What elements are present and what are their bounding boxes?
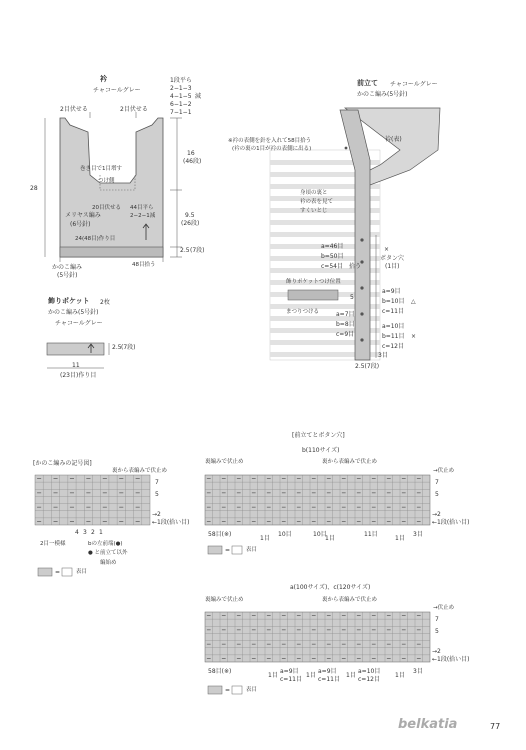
band-ac-bottom-10: 1目 bbox=[395, 672, 405, 679]
front-mark-x-2: × bbox=[411, 333, 417, 340]
collar-dim-25: 2.5 bbox=[180, 247, 190, 254]
collar-title: 衿 bbox=[100, 75, 107, 83]
front-mark-x-1: × bbox=[384, 246, 390, 253]
band-ac-bottom-7: 1目 bbox=[346, 672, 356, 679]
front-note5: すくいとじ bbox=[300, 208, 328, 214]
band-ac-bottom-5: a=9目 bbox=[318, 668, 337, 675]
kanoko-b-left: bの左前端(●) bbox=[88, 541, 123, 547]
band-b-bottom-7: 3目 bbox=[413, 531, 423, 538]
front-abc3-b: b=10目 bbox=[382, 298, 405, 305]
collar-mark-attach: つけ側 bbox=[98, 178, 115, 184]
collar-dec-3: 6−1−2 bbox=[170, 101, 192, 108]
collar-needle: (6号針) bbox=[70, 221, 91, 228]
band-b-bottom-2: 10目 bbox=[278, 531, 292, 538]
band-b-row7: 7 bbox=[435, 479, 439, 486]
front-title: 前立て bbox=[357, 79, 378, 87]
front-abc4-b: b=11目 bbox=[382, 333, 405, 340]
kanoko-count-4: 4 bbox=[75, 529, 79, 536]
collar-mark-7: 巻き目で1目増す bbox=[80, 166, 122, 172]
pocket-yarn: チャコールグレー bbox=[55, 320, 103, 327]
band-b-purl: 裏編みで伏止め bbox=[205, 459, 244, 465]
kanoko-count-1: 1 bbox=[99, 529, 103, 536]
collar-dim-25-rows: (7段) bbox=[190, 247, 205, 254]
band-b-row5: 5 bbox=[435, 491, 439, 498]
collar-rib: かのこ編み bbox=[52, 264, 83, 271]
front-abc3-a: a=9目 bbox=[382, 288, 401, 295]
kanoko-right-arrow: 裏から表編みで伏止め bbox=[112, 468, 168, 474]
band-ac-bottom-3: c=11目 bbox=[280, 676, 302, 683]
collar-dim-24: 24(48目)作り目 bbox=[75, 236, 116, 242]
front-yarn: チャコールグレー bbox=[390, 81, 438, 88]
collar-dim-16-rows: (46段) bbox=[183, 158, 202, 165]
kanoko-legend-eq: = bbox=[55, 569, 61, 576]
band-b-bottom-1: 1目 bbox=[260, 535, 270, 542]
band-ac-row5: 5 bbox=[435, 628, 439, 635]
band-ac-grid-lines bbox=[205, 612, 430, 662]
kanoko-count-3: 3 bbox=[83, 529, 87, 536]
band-ac-legend: 表目 bbox=[246, 687, 258, 693]
band-ac-bottom-4: 1目 bbox=[306, 672, 316, 679]
pocket-title: 飾りポケット bbox=[48, 297, 90, 305]
brand-logo: belkatia bbox=[398, 717, 458, 732]
band-ac-bottom-11: 3目 bbox=[413, 668, 423, 675]
kanoko-row1: ←1段(拾い目) bbox=[152, 519, 190, 526]
front-note2: (衿の裏の1目が衿の表側に出る) bbox=[232, 146, 312, 152]
collar-dec-0: 1段平ら bbox=[170, 77, 192, 84]
band-b-bottom-3: 1目 bbox=[325, 535, 335, 542]
band-ac-row7: 7 bbox=[435, 616, 439, 623]
collar-dim-95: 9.5 bbox=[185, 212, 195, 219]
kanoko-row2: →2 bbox=[152, 511, 161, 518]
kanoko-grid-lines bbox=[35, 475, 150, 525]
front-abc2-a: a=7目 bbox=[336, 311, 355, 318]
collar-dim-95-rows: (26段) bbox=[181, 220, 200, 227]
front-note1: ※衿の表側を針を入れて58目拾う bbox=[228, 138, 312, 144]
collar-dec-label: 減 bbox=[195, 93, 202, 100]
front-stitch: かのこ編み(5号針) bbox=[357, 91, 408, 98]
collar-bind-20: 20目伏せる bbox=[92, 205, 121, 211]
band-ac-row1: ←1段(拾い目) bbox=[432, 656, 470, 663]
front-abc1-b: b=50目 bbox=[321, 253, 344, 260]
collar-dim-28: 28 bbox=[30, 185, 38, 192]
band-ac-bottom-8: a=10目 bbox=[358, 668, 381, 675]
pocket-dim-11: 11 bbox=[72, 362, 80, 369]
collar-dec-2: 4−1−5 bbox=[170, 93, 192, 100]
front-note3: 身頃の裏と bbox=[300, 190, 328, 196]
kanoko-row5: 5 bbox=[155, 491, 159, 498]
band-ac-bottom-1: 1目 bbox=[268, 672, 278, 679]
front-abc2-c: c=9目 bbox=[336, 331, 355, 338]
front-abc2-b: b=8目 bbox=[336, 321, 355, 328]
collar-dec-1: 2−1−3 bbox=[170, 85, 192, 92]
front-dim-25: 2.5(7段) bbox=[355, 363, 380, 370]
kanoko-rep: 2目一模様 bbox=[40, 541, 66, 547]
band-b-bottom-5: 11目 bbox=[364, 531, 378, 538]
collar-bind-left: 2目伏せる bbox=[60, 106, 88, 113]
band-b-legend: 表目 bbox=[246, 547, 258, 553]
kanoko-skip-b: ● と前立て以外 bbox=[88, 550, 128, 556]
kanoko-count-2: 2 bbox=[91, 529, 95, 536]
kanoko-cast: 編始め bbox=[100, 560, 117, 566]
front-abc4-c: c=12目 bbox=[382, 343, 404, 350]
kanoko-row7: 7 bbox=[155, 479, 159, 486]
front-three: 3目 bbox=[378, 352, 388, 359]
front-abc1-c: c=54目 bbox=[321, 263, 343, 270]
band-ac-arrow: →伏止め bbox=[433, 605, 455, 611]
band-b-grid-lines bbox=[205, 475, 430, 525]
band-ac-knit: 裏から表編みで伏止め bbox=[322, 597, 378, 603]
collar-stitch: メリヤス編み bbox=[65, 212, 101, 219]
band-b-row2: →2 bbox=[432, 511, 441, 518]
collar-yarn: チャコールグレー bbox=[93, 87, 141, 94]
collar-dec-222: 2−2−1減 bbox=[130, 213, 156, 219]
front-abc4-a: a=10目 bbox=[382, 323, 405, 330]
pocket-dim-25: 2.5 bbox=[112, 344, 122, 351]
collar-rib-needle: (5号針) bbox=[57, 272, 78, 279]
front-mark-tri: △ bbox=[411, 298, 416, 305]
collar-pick-48: 48目拾う bbox=[132, 262, 156, 268]
band-title: [前立てとボタン穴] bbox=[292, 432, 345, 439]
front-buttonhole-count: (1目) bbox=[385, 263, 400, 270]
front-abc1-a: a=46目 bbox=[321, 243, 344, 250]
front-buttonhole: ボタン穴 bbox=[380, 255, 405, 262]
front-collar-label: 衿(表) bbox=[385, 136, 402, 143]
band-b-arrow: →伏止め bbox=[433, 468, 455, 474]
collar-dec-4: 7−1−1 bbox=[170, 109, 192, 116]
band-ac-bottom-0: 58目(※) bbox=[208, 668, 232, 675]
band-b-bottom-6: 1目 bbox=[395, 535, 405, 542]
band-b-bottom-4: 10目 bbox=[313, 531, 327, 538]
band-ac-legend-eq: = bbox=[225, 687, 231, 694]
collar-bind-44: 44目平ら bbox=[130, 205, 154, 211]
collar-bind-right: 2目伏せる bbox=[120, 106, 148, 113]
front-pick: 拾う bbox=[349, 263, 362, 270]
band-ac-purl: 裏編みで伏止め bbox=[205, 597, 244, 603]
band-b-knit: 裏から表編みで伏止め bbox=[322, 459, 378, 465]
band-ac-bottom-2: a=9目 bbox=[280, 668, 299, 675]
kanoko-legend: 表目 bbox=[76, 569, 88, 575]
front-sew: まつりつける bbox=[286, 309, 320, 315]
front-note4: 衿の表を見て bbox=[300, 199, 334, 205]
front-pocket-pos: 飾りポケットつけ位置 bbox=[286, 279, 341, 285]
front-five: 5 bbox=[350, 294, 354, 301]
front-abc3-c: c=11目 bbox=[382, 308, 404, 315]
band-ac-bottom-6: c=11目 bbox=[318, 676, 340, 683]
kanoko-title: [かのこ編みの記号図] bbox=[33, 460, 92, 467]
band-ac-row2: →2 bbox=[432, 648, 441, 655]
band-b-bottom-0: 58目(※) bbox=[208, 531, 232, 538]
band-ac-bottom-9: c=12目 bbox=[358, 676, 380, 683]
band-b-row1: ←1段(拾い目) bbox=[432, 519, 470, 526]
band-b-legend-eq: = bbox=[225, 547, 231, 554]
pocket-dim-11-cast: (23目)作り目 bbox=[60, 372, 97, 379]
page-number: 77 bbox=[490, 722, 501, 731]
pocket-stitch: かのこ編み(5号針) bbox=[48, 309, 99, 316]
pocket-dim-25-rows: (7段) bbox=[121, 344, 136, 351]
band-ac-title: a(100サイズ)、c(120サイズ) bbox=[290, 584, 371, 591]
collar-dim-16: 16 bbox=[187, 150, 195, 157]
band-b-title: b(110サイズ) bbox=[302, 447, 340, 454]
pocket-count: 2枚 bbox=[100, 299, 110, 306]
